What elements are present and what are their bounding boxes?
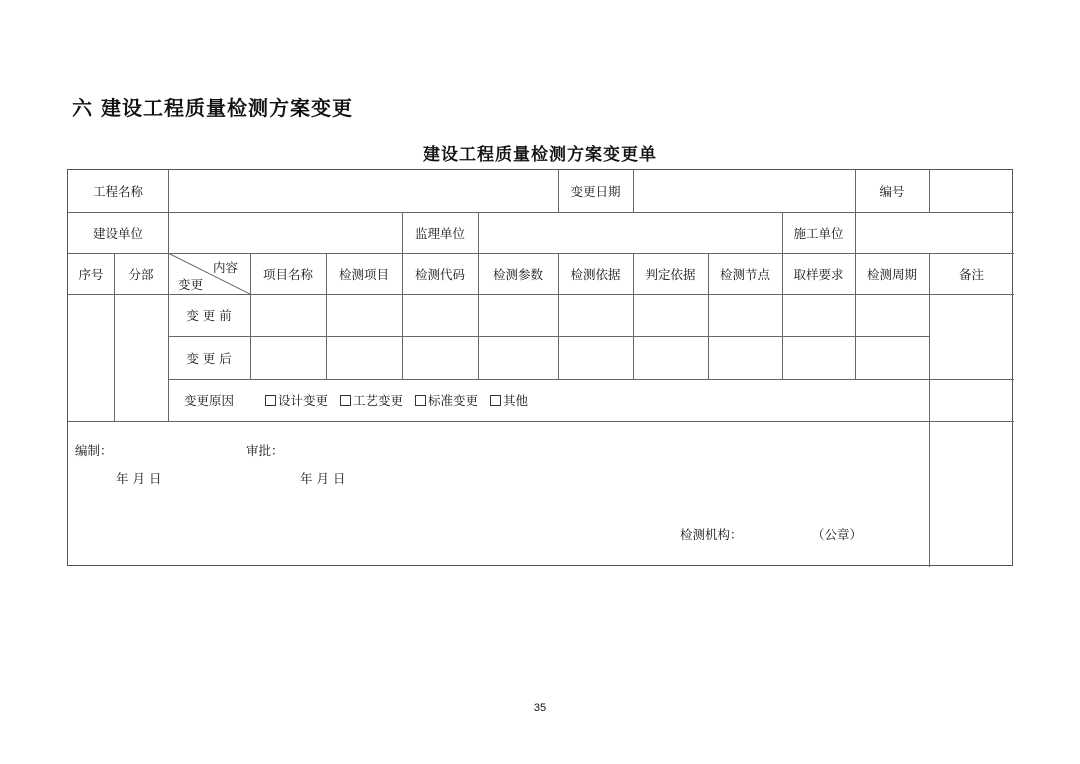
col-header: 检测代码 — [414, 266, 465, 282]
col-header: 判定依据 — [645, 266, 696, 282]
prepared-label: 编制： — [75, 443, 113, 458]
col-header: 检测节点 — [719, 266, 770, 282]
col-header: 项目名称 — [262, 266, 313, 282]
col-header: 备注 — [958, 266, 984, 282]
checkbox-icon[interactable] — [415, 395, 426, 406]
prepared-date: 年 月 日 — [116, 471, 162, 486]
checkbox-icon[interactable] — [265, 395, 276, 406]
page-number: 35 — [533, 702, 547, 714]
col-header: 检测周期 — [866, 266, 917, 282]
reason-option[interactable]: 设计变更 — [265, 391, 328, 409]
change-date-field[interactable] — [633, 170, 855, 212]
construction-unit-field[interactable] — [168, 212, 402, 253]
col-header: 检测依据 — [570, 266, 621, 282]
supervision-unit-label: 监理单位 — [414, 225, 465, 241]
approved-date: 年 月 日 — [300, 471, 346, 486]
project-name-field[interactable] — [168, 170, 558, 212]
form-title: 建设工程质量检测方案变更单 — [423, 145, 657, 165]
supervision-unit-field[interactable] — [478, 212, 782, 253]
change-date-label: 变更日期 — [570, 184, 621, 199]
number-label: 编号 — [879, 184, 905, 199]
checkbox-icon[interactable] — [490, 395, 501, 406]
before-change-label: 变 更 前 — [186, 308, 232, 323]
diag-content-label: 内容 — [213, 260, 239, 275]
contractor-label: 施工单位 — [793, 225, 844, 241]
reason-option[interactable]: 其他 — [490, 391, 528, 409]
change-reason-label: 变更原因 — [183, 393, 234, 408]
seal-label: （公章） — [812, 527, 863, 542]
col-header: 取样要求 — [793, 266, 844, 282]
diag-change-label: 变更 — [178, 277, 204, 292]
approved-label: 审批： — [246, 443, 284, 458]
number-field[interactable] — [929, 170, 1014, 212]
contractor-field[interactable] — [855, 212, 1014, 253]
agency-label: 检测机构： — [680, 527, 743, 542]
construction-unit-label: 建设单位 — [92, 225, 143, 241]
col-header: 检测参数 — [492, 266, 543, 282]
seq-header: 序号 — [78, 266, 104, 282]
after-change-label: 变 更 后 — [186, 350, 232, 366]
checkbox-icon[interactable] — [340, 395, 351, 406]
reason-option[interactable]: 标准变更 — [415, 391, 478, 409]
reason-option[interactable]: 工艺变更 — [340, 391, 403, 409]
section-heading: 六 建设工程质量检测方案变更 — [72, 96, 353, 120]
project-name-label: 工程名称 — [92, 184, 143, 199]
change-reason-options — [265, 390, 528, 410]
change-form-table — [67, 169, 1013, 566]
col-header: 检测项目 — [338, 266, 389, 282]
division-header: 分部 — [128, 266, 154, 282]
